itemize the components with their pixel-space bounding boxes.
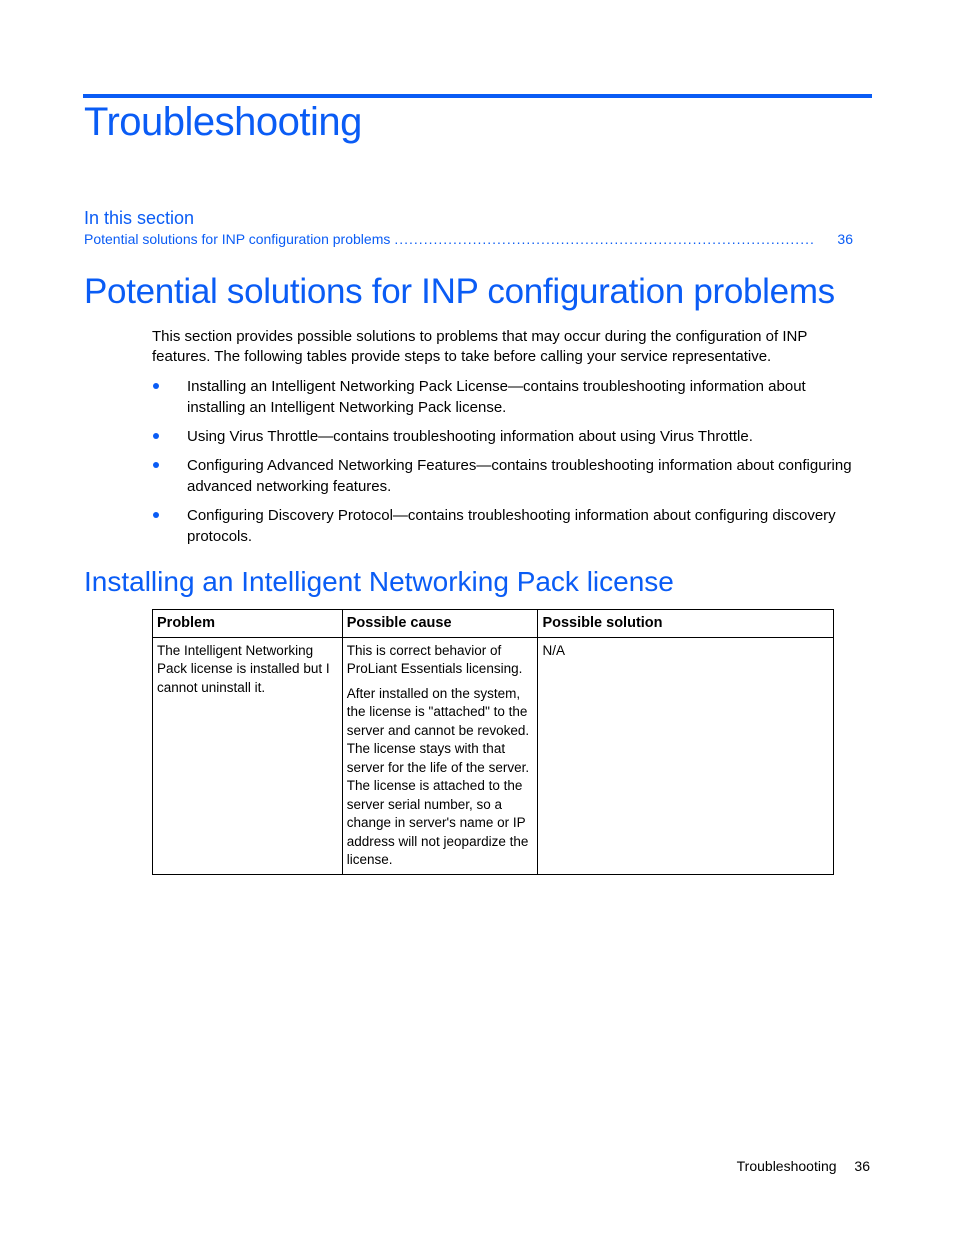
bullet-text: Installing an Intelligent Networking Pack License—contains troubleshooting information about installing an Intelligent Networking Pack license. bbox=[187, 378, 806, 416]
chapter-title: Troubleshooting bbox=[84, 100, 362, 144]
chapter-top-rule bbox=[83, 94, 872, 98]
cell-problem: The Intelligent Networking Pack license is installed but I cannot uninstall it. bbox=[153, 637, 343, 874]
footer-page-number: 36 bbox=[854, 1158, 870, 1174]
bullet-list bbox=[152, 376, 854, 555]
page-footer bbox=[737, 1158, 870, 1174]
bullet-dot-icon bbox=[153, 433, 159, 439]
subsection-title: Installing an Intelligent Networking Pack license bbox=[84, 566, 674, 597]
bullet-item bbox=[152, 505, 854, 547]
toc-heading: In this section bbox=[84, 208, 195, 228]
footer-section-name: Troubleshooting bbox=[736, 1158, 837, 1174]
toc-dot-leader: ...................................................................................... bbox=[394, 231, 815, 247]
bullet-dot-icon bbox=[153, 512, 159, 518]
cause-paragraph: This is correct behavior of ProLiant Essentials licensing. bbox=[346, 642, 523, 676]
bullet-dot-icon bbox=[153, 383, 159, 389]
bullet-item bbox=[152, 455, 854, 497]
toc-link-potential-solutions[interactable] bbox=[84, 231, 853, 247]
bullet-text: Configuring Discovery Protocol—contains troubleshooting information about configuring discovery protocols. bbox=[187, 507, 836, 545]
bullet-text: Using Virus Throttle—contains troubleshooting information about using Virus Throttle. bbox=[187, 428, 753, 445]
section-intro: This section provides possible solutions to problems that may occur during the configuration of INP features. The following tables provide steps to take before calling your service representative. bbox=[152, 328, 808, 365]
toc-entry-label: Potential solutions for INP configuration problems bbox=[84, 231, 391, 247]
cause-paragraph: After installed on the system, the license is "attached" to the server and cannot be revoked. The license stays with that server for the life of the server. The license is attached to the server serial number, so a change in server's name or IP address will not jeopardize the license. bbox=[346, 685, 530, 867]
column-header-possible-solution: Possible solution bbox=[538, 610, 834, 638]
section-title: Potential solutions for INP configuration problems bbox=[84, 272, 835, 311]
cell-possible-solution: N/A bbox=[538, 637, 834, 874]
bullet-item bbox=[152, 426, 854, 447]
column-header-possible-cause: Possible cause bbox=[342, 610, 538, 638]
table-header-row bbox=[153, 610, 834, 638]
bullet-text: Configuring Advanced Networking Features—contains troubleshooting information about configuring advanced networking features. bbox=[187, 457, 852, 495]
troubleshooting-table bbox=[152, 609, 834, 875]
toc-entry-page: 36 bbox=[837, 231, 853, 247]
column-header-problem: Problem bbox=[153, 610, 343, 638]
table-row bbox=[153, 637, 834, 874]
bullet-item bbox=[152, 376, 854, 418]
bullet-dot-icon bbox=[153, 462, 159, 468]
cell-possible-cause bbox=[342, 637, 538, 874]
